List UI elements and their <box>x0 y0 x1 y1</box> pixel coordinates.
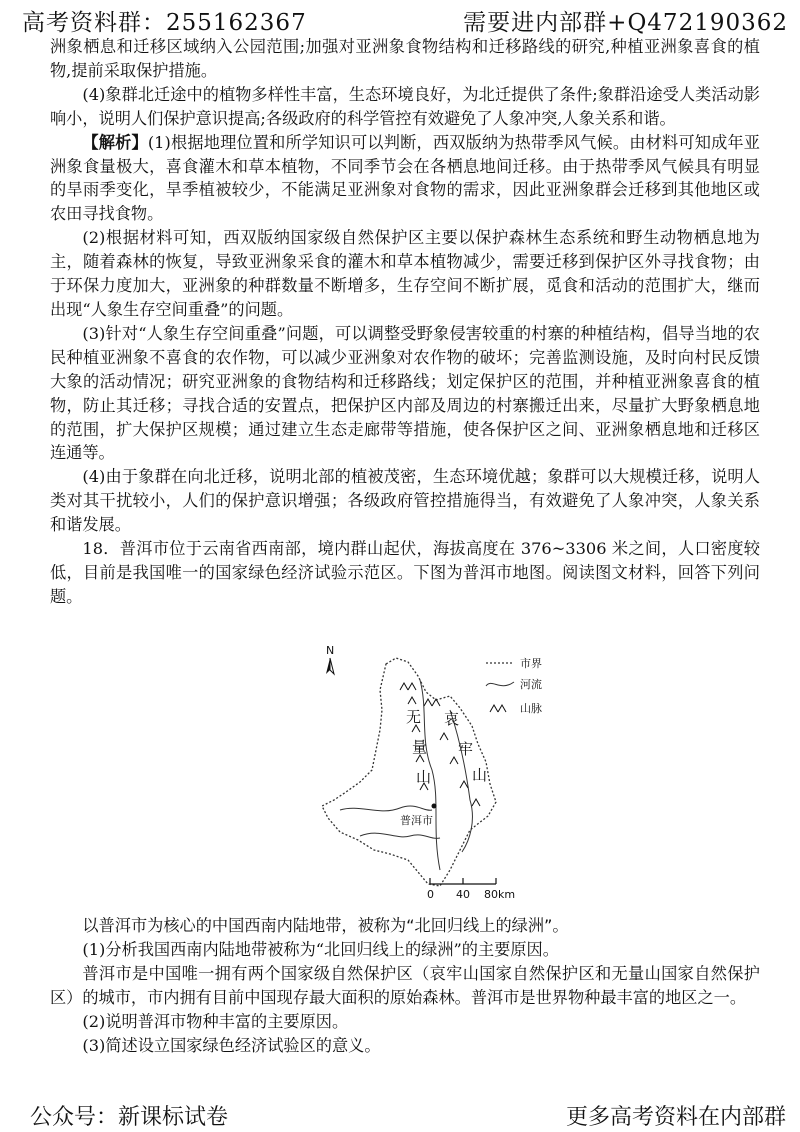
legend-river-label: 河流 <box>520 678 542 691</box>
range-east-char-2: 牢 <box>458 740 474 758</box>
range-west-char-3: 山 <box>416 768 432 786</box>
material-1: 以普洱市为核心的中国西南内陆地带，被称为“北回归线上的绿洲”。 <box>82 916 569 935</box>
paragraph-continuation: 洲象栖息和迁移区域纳入公园范围;加强对亚洲象食物结构和迁移路线的研究,种植亚洲象喜食的植物,提前采取保护措施。 <box>50 37 760 80</box>
header-group-number: 高考资料群：255162367 <box>22 10 307 36</box>
legend-mountain-icon <box>490 705 506 712</box>
question-material <box>50 914 760 1057</box>
question-18-2: (2)说明普洱市物种丰富的主要原因。 <box>82 1011 349 1031</box>
north-arrow-icon <box>326 658 330 674</box>
scale-label-80: 80km <box>484 888 516 901</box>
range-west-char-1: 无 <box>406 708 422 726</box>
analysis-4: (4)由于象群在向北迁移，说明北部的植被茂密，生态环境优越；象群可以大规模迁移，说明人类对其干扰较小，人们的保护意识增强；各级政府管控措施得当，有效避免了人象冲突，人象关系和谐发展。 <box>50 467 760 535</box>
question-18-1: (1)分析我国西南内陆地带被称为“北回归线上的绿洲”的主要原因。 <box>82 939 559 959</box>
analysis-1-text: (1)根据地理位置和所学知识可以判断，西双版纳为热带季风气候。由材料可知成年亚洲象食量极大，喜食灌木和草本植物，不同季节会在各栖息地间迁移。由于热带季风气候具有明显的旱雨季变化，旱季植被较少，不能满足亚洲象对食物的需求，因此亚洲象群会迁移到其他地区或农田寻找食物。 <box>50 132 760 224</box>
legend-river-swatch <box>486 682 514 686</box>
range-east-char-1: 哀 <box>444 710 460 728</box>
city-marker-icon <box>432 804 437 809</box>
legend-boundary-label: 市界 <box>520 657 542 670</box>
river-3 <box>340 806 432 811</box>
analysis-2: (2)根据材料可知，西双版纳国家级自然保护区主要以保护森林生态系统和野生动物栖息地为主，随着森林的恢复，导致亚洲象采食的灌木和草本植物减少，需要迁移到保护区外寻找食物；由于环保力度加大，亚洲象的种群数量不断增多，生存空间不断扩展，觅食和活动的范围扩大，继而出现“人象生存空间重叠”的问题。 <box>50 228 760 319</box>
analysis-label: 【解析】 <box>82 132 148 152</box>
range-east-char-3: 山 <box>472 766 488 784</box>
footer-more-info: 更多高考资料在内部群 <box>565 1105 786 1130</box>
footer-wechat: 公众号：新课标试卷 <box>30 1105 229 1130</box>
page-header <box>0 0 800 38</box>
page-footer <box>0 1096 800 1132</box>
scale-label-40: 40 <box>456 888 470 901</box>
header-contact: 需要进内部群+Q472190362 <box>463 10 788 36</box>
question-18: 18．普洱市位于云南省西南部，境内群山起伏，海拔高度在 376~3306 米之间，人口密度较低，目前是我国唯一的国家绿色经济试验示范区。下图为普洱市地图。阅读图文材料，回答下列问题。 <box>50 539 760 606</box>
scale-label-0: 0 <box>427 888 434 901</box>
puer-map <box>300 640 570 905</box>
city-boundary <box>322 658 496 886</box>
range-west-char-2: 量 <box>412 738 428 756</box>
north-label: N <box>326 644 335 657</box>
legend-mountain-label: 山脉 <box>520 702 542 715</box>
city-label: 普洱市 <box>400 814 433 827</box>
analysis-3: (3)针对“人象生存空间重叠”问题，可以调整受野象侵害较重的村寨的种植结构，倡导当地的农民种植亚洲象不喜食的农作物，可以减少亚洲象对农作物的破坏；完善监测设施，及时向村民反馈大象的活动情况；研究亚洲象的食物结构和迁移路线；划定保护区的范围，并种植亚洲象喜食的植物，防止其迁移；寻找合适的安置点，把保护区内部及周边的村寨搬迁出来，尽量扩大野象栖息地的范围，扩大保护区规模；通过建立生态走廊带等措施，使各保护区之间、亚洲象栖息地和迁移区连通等。 <box>50 323 760 463</box>
map-svg <box>300 640 570 905</box>
answer-content <box>50 35 760 609</box>
river-4 <box>360 833 440 838</box>
north-arrow-outline-icon <box>330 658 334 674</box>
material-2: 普洱市是中国唯一拥有两个国家级自然保护区（哀牢山国家自然保护区和无量山国家自然保护区）的城市，市内拥有目前中国现存最大面积的原始森林。普洱市是世界物种最丰富的地区之一。 <box>50 963 760 1007</box>
analysis-1 <box>50 131 760 227</box>
question-18-3: (3)简述设立国家绿色经济试验区的意义。 <box>82 1035 381 1055</box>
river-2 <box>450 710 472 852</box>
answer-4: (4)象群北迁途中的植物多样性丰富，生态环境良好，为北迁提供了条件;象群沿途受人类活动影响小，说明人们保护意识提高;各级政府的科学管控有效避免了人象冲突,人象关系和谐。 <box>50 84 760 128</box>
